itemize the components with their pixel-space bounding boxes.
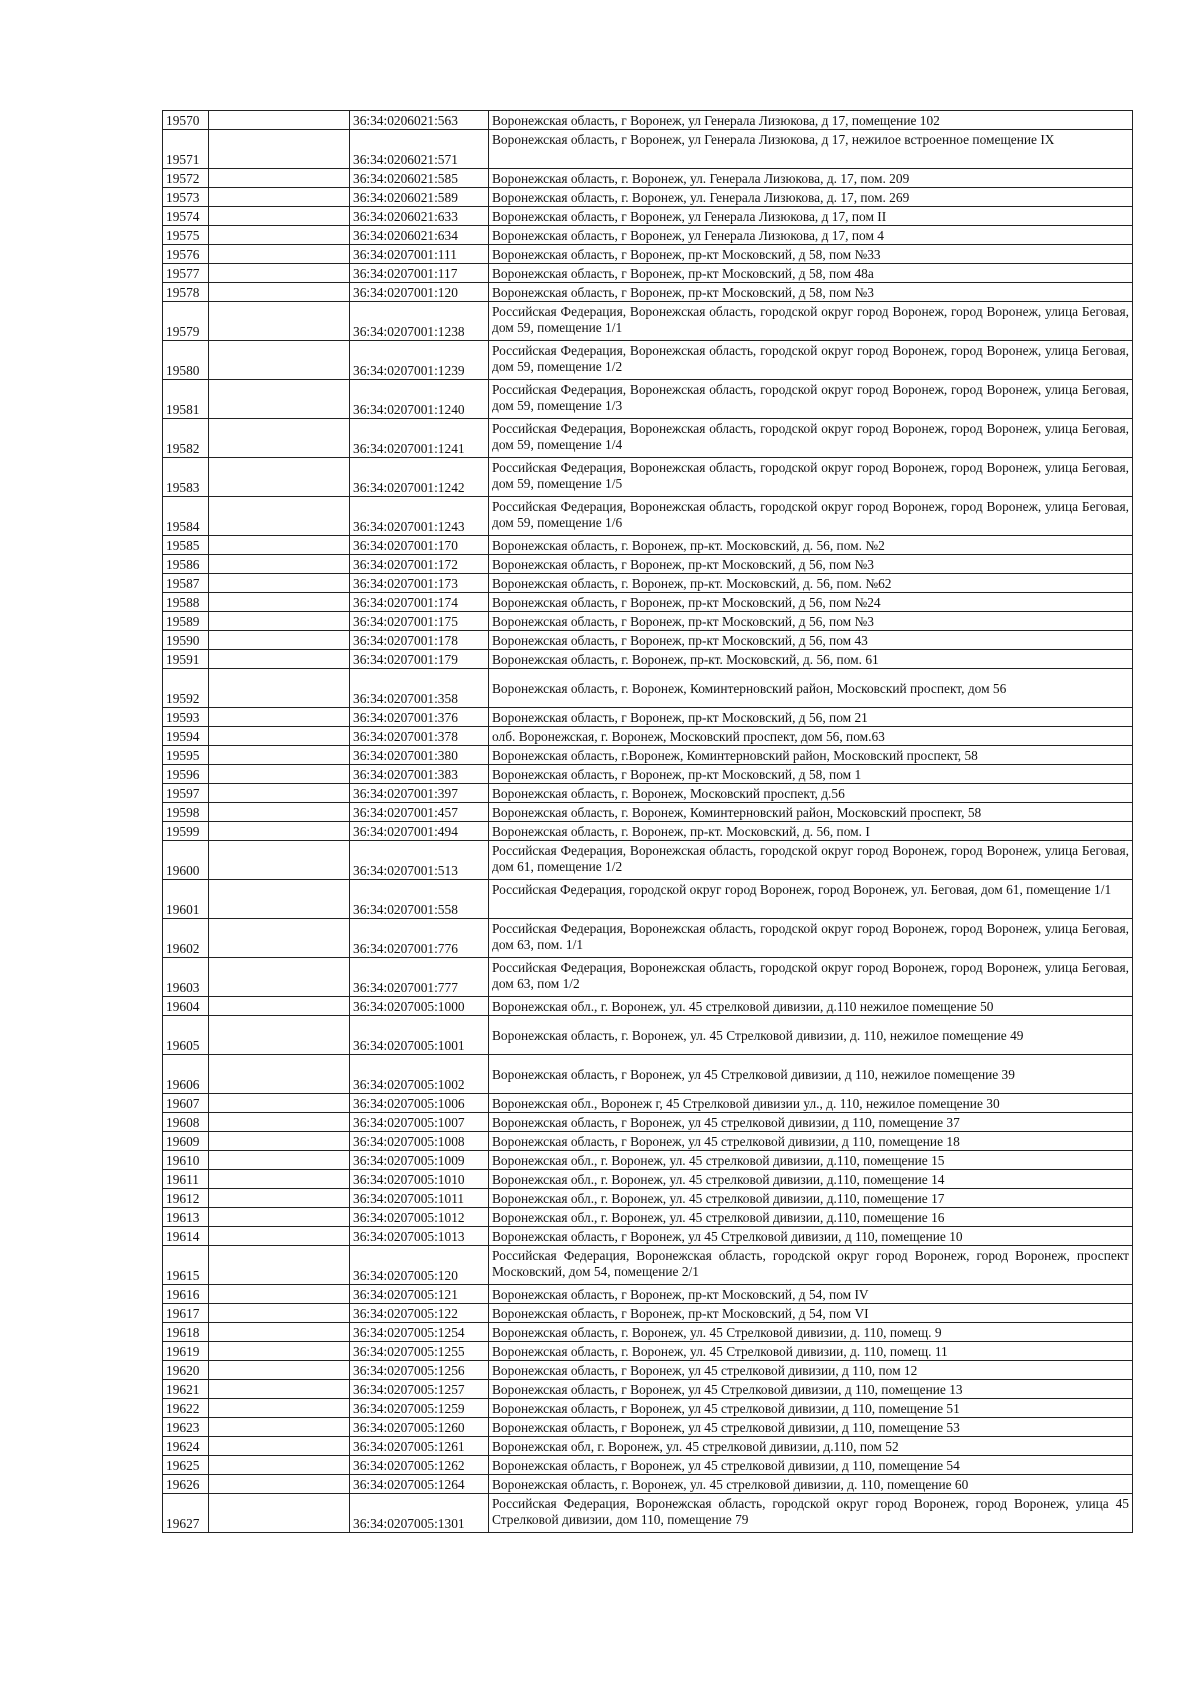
table-row — [163, 958, 1133, 997]
cadastral-number-cell: 36:34:0207005:1254 — [350, 1323, 489, 1342]
table-row — [163, 188, 1133, 207]
cadastral-number-cell: 36:34:0207005:1006 — [350, 1094, 489, 1113]
cadastral-number-cell: 36:34:0207001:397 — [350, 784, 489, 803]
row-number-cell: 19595 — [163, 746, 209, 765]
table-row — [163, 130, 1133, 169]
address-cell: Российская Федерация, Воронежская область, городской округ город Воронеж, город Воронеж, улица Беговая, дом 61, помещение 1/2 — [489, 841, 1133, 880]
cadastral-number-cell: 36:34:0207001:777 — [350, 958, 489, 997]
empty-cell — [209, 708, 350, 727]
address-cell: Воронежская область, г Воронеж, пр-кт Московский, д 58, пом №33 — [489, 245, 1133, 264]
address-cell: Воронежская область, г Воронеж, ул Генерала Лизюкова, д 17, пом 4 — [489, 226, 1133, 245]
address-cell: Воронежская область, г Воронеж, ул Генерала Лизюкова, д 17, нежилое встроенное помещение IX — [489, 130, 1133, 169]
empty-cell — [209, 919, 350, 958]
row-number-cell: 19572 — [163, 169, 209, 188]
row-number-cell: 19571 — [163, 130, 209, 169]
cadastral-number-cell: 36:34:0206021:585 — [350, 169, 489, 188]
address-cell: Воронежская область, г. Воронеж, ул. Генерала Лизюкова, д. 17, пом. 209 — [489, 169, 1133, 188]
cadastral-number-cell: 36:34:0207001:1238 — [350, 302, 489, 341]
address-cell: Российская Федерация, городской округ город Воронеж, город Воронеж, ул. Беговая, дом 61, помещение 1/1 — [489, 880, 1133, 919]
empty-cell — [209, 727, 350, 746]
empty-cell — [209, 264, 350, 283]
row-number-cell: 19576 — [163, 245, 209, 264]
row-number-cell: 19594 — [163, 727, 209, 746]
cadastral-number-cell: 36:34:0206021:563 — [350, 111, 489, 130]
table-row — [163, 1227, 1133, 1246]
address-cell: Российская Федерация, Воронежская область, городской округ город Воронеж, город Воронеж, улица Беговая, дом 63, пом 1/2 — [489, 958, 1133, 997]
empty-cell — [209, 1094, 350, 1113]
address-cell: Воронежская обл, г. Воронеж, ул. 45 стрелковой дивизии, д.110, пом 52 — [489, 1437, 1133, 1456]
empty-cell — [209, 612, 350, 631]
cadastral-number-cell: 36:34:0207001:358 — [350, 669, 489, 708]
row-number-cell: 19624 — [163, 1437, 209, 1456]
property-registry-table — [162, 110, 1133, 1533]
row-number-cell: 19574 — [163, 207, 209, 226]
empty-cell — [209, 536, 350, 555]
address-cell: Воронежская обл., г. Воронеж, ул. 45 стрелковой дивизии, д.110, помещение 17 — [489, 1189, 1133, 1208]
empty-cell — [209, 207, 350, 226]
table-row — [163, 1113, 1133, 1132]
empty-cell — [209, 111, 350, 130]
address-cell: Воронежская обл., г. Воронеж, ул. 45 стрелковой дивизии, д.110, помещение 16 — [489, 1208, 1133, 1227]
address-cell: Воронежская область, г. Воронеж, ул. 45 Стрелковой дивизии, д. 110, нежилое помещение 49 — [489, 1016, 1133, 1055]
table-row — [163, 1437, 1133, 1456]
empty-cell — [209, 497, 350, 536]
address-cell: Российская Федерация, Воронежская область, городской округ город Воронеж, город Воронеж, улица Беговая, дом 59, помещение 1/2 — [489, 341, 1133, 380]
cadastral-number-cell: 36:34:0207005:1013 — [350, 1227, 489, 1246]
row-number-cell: 19615 — [163, 1246, 209, 1285]
table-row — [163, 1323, 1133, 1342]
empty-cell — [209, 419, 350, 458]
empty-cell — [209, 1285, 350, 1304]
cadastral-number-cell: 36:34:0207005:122 — [350, 1304, 489, 1323]
empty-cell — [209, 822, 350, 841]
table-row — [163, 497, 1133, 536]
table-row — [163, 1151, 1133, 1170]
table-row — [163, 650, 1133, 669]
address-cell: Воронежская область, г Воронеж, пр-кт Московский, д 56, пом 21 — [489, 708, 1133, 727]
row-number-cell: 19613 — [163, 1208, 209, 1227]
table-row — [163, 1304, 1133, 1323]
row-number-cell: 19591 — [163, 650, 209, 669]
cadastral-number-cell: 36:34:0207005:120 — [350, 1246, 489, 1285]
table-row — [163, 245, 1133, 264]
table-row — [163, 1189, 1133, 1208]
table-row — [163, 708, 1133, 727]
empty-cell — [209, 130, 350, 169]
cadastral-number-cell: 36:34:0206021:634 — [350, 226, 489, 245]
address-cell: Воронежская область, г. Воронеж, ул. 45 Стрелковой дивизии, д. 110, помещ. 11 — [489, 1342, 1133, 1361]
address-cell: Воронежская область, г Воронеж, пр-кт Московский, д 58, пом 48а — [489, 264, 1133, 283]
table-row — [163, 264, 1133, 283]
empty-cell — [209, 803, 350, 822]
table-row — [163, 574, 1133, 593]
cadastral-number-cell: 36:34:0207001:175 — [350, 612, 489, 631]
table-row — [163, 880, 1133, 919]
address-cell: Российская Федерация, Воронежская область, городской округ город Воронеж, город Воронеж, улица Беговая, дом 59, помещение 1/6 — [489, 497, 1133, 536]
cadastral-number-cell: 36:34:0207005:1260 — [350, 1418, 489, 1437]
address-cell: Воронежская обл., г. Воронеж, ул. 45 стрелковой дивизии, д.110, помещение 15 — [489, 1151, 1133, 1170]
address-cell: Российская Федерация, Воронежская область, городской округ город Воронеж, город Воронеж, улица Беговая, дом 59, помещение 1/3 — [489, 380, 1133, 419]
empty-cell — [209, 302, 350, 341]
cadastral-number-cell: 36:34:0207001:378 — [350, 727, 489, 746]
address-cell: Российская Федерация, Воронежская область, городской округ город Воронеж, город Воронеж, улица Беговая, дом 59, помещение 1/1 — [489, 302, 1133, 341]
empty-cell — [209, 841, 350, 880]
cadastral-number-cell: 36:34:0207005:1012 — [350, 1208, 489, 1227]
table-row — [163, 1055, 1133, 1094]
row-number-cell: 19584 — [163, 497, 209, 536]
cadastral-number-cell: 36:34:0207001:457 — [350, 803, 489, 822]
address-cell: Воронежская область, г Воронеж, ул 45 Стрелковой дивизии, д 110, нежилое помещение 39 — [489, 1055, 1133, 1094]
address-cell: Воронежская обл., г. Воронеж, ул. 45 стрелковой дивизии, д.110, помещение 14 — [489, 1170, 1133, 1189]
table-row — [163, 302, 1133, 341]
table-row — [163, 458, 1133, 497]
empty-cell — [209, 1456, 350, 1475]
empty-cell — [209, 1055, 350, 1094]
row-number-cell: 19597 — [163, 784, 209, 803]
address-cell: Воронежская область, г Воронеж, пр-кт Московский, д 58, пом 1 — [489, 765, 1133, 784]
empty-cell — [209, 669, 350, 708]
address-cell: Воронежская область, г Воронеж, пр-кт Московский, д 56, пом №3 — [489, 612, 1133, 631]
row-number-cell: 19602 — [163, 919, 209, 958]
empty-cell — [209, 1304, 350, 1323]
table-row — [163, 536, 1133, 555]
empty-cell — [209, 997, 350, 1016]
empty-cell — [209, 1361, 350, 1380]
row-number-cell: 19616 — [163, 1285, 209, 1304]
table-row — [163, 1361, 1133, 1380]
row-number-cell: 19614 — [163, 1227, 209, 1246]
empty-cell — [209, 169, 350, 188]
cadastral-number-cell: 36:34:0207001:178 — [350, 631, 489, 650]
row-number-cell: 19593 — [163, 708, 209, 727]
cadastral-number-cell: 36:34:0207001:558 — [350, 880, 489, 919]
address-cell: Воронежская область, г. Воронеж, ул. Генерала Лизюкова, д. 17, пом. 269 — [489, 188, 1133, 207]
row-number-cell: 19626 — [163, 1475, 209, 1494]
table-row — [163, 419, 1133, 458]
row-number-cell: 19573 — [163, 188, 209, 207]
empty-cell — [209, 1208, 350, 1227]
row-number-cell: 19619 — [163, 1342, 209, 1361]
cadastral-number-cell: 36:34:0207001:1243 — [350, 497, 489, 536]
table-row — [163, 1456, 1133, 1475]
table-row — [163, 341, 1133, 380]
cadastral-number-cell: 36:34:0207001:1239 — [350, 341, 489, 380]
empty-cell — [209, 188, 350, 207]
row-number-cell: 19605 — [163, 1016, 209, 1055]
address-cell: Воронежская область, г Воронеж, пр-кт Московский, д 56, пом №24 — [489, 593, 1133, 612]
cadastral-number-cell: 36:34:0207005:1262 — [350, 1456, 489, 1475]
row-number-cell: 19575 — [163, 226, 209, 245]
table-row — [163, 593, 1133, 612]
row-number-cell: 19592 — [163, 669, 209, 708]
address-cell: Воронежская область, г. Воронеж, пр-кт. Московский, д. 56, пом. I — [489, 822, 1133, 841]
empty-cell — [209, 1342, 350, 1361]
cadastral-number-cell: 36:34:0207001:111 — [350, 245, 489, 264]
empty-cell — [209, 1227, 350, 1246]
cadastral-number-cell: 36:34:0207001:494 — [350, 822, 489, 841]
cadastral-number-cell: 36:34:0207005:1259 — [350, 1399, 489, 1418]
address-cell: Воронежская обл., Воронеж г, 45 Стрелковой дивизии ул., д. 110, нежилое помещение 30 — [489, 1094, 1133, 1113]
row-number-cell: 19590 — [163, 631, 209, 650]
address-cell: Российская Федерация, Воронежская область, городской округ город Воронеж, город Воронеж, улица Беговая, дом 59, помещение 1/5 — [489, 458, 1133, 497]
empty-cell — [209, 1170, 350, 1189]
row-number-cell: 19603 — [163, 958, 209, 997]
row-number-cell: 19581 — [163, 380, 209, 419]
row-number-cell: 19577 — [163, 264, 209, 283]
empty-cell — [209, 574, 350, 593]
cadastral-number-cell: 36:34:0207001:776 — [350, 919, 489, 958]
address-cell: Воронежская область, г. Воронеж, ул. 45 Стрелковой дивизии, д. 110, помещ. 9 — [489, 1323, 1133, 1342]
table-row — [163, 1342, 1133, 1361]
row-number-cell: 19618 — [163, 1323, 209, 1342]
cadastral-number-cell: 36:34:0206021:571 — [350, 130, 489, 169]
empty-cell — [209, 593, 350, 612]
table-row — [163, 1016, 1133, 1055]
cadastral-number-cell: 36:34:0207005:1007 — [350, 1113, 489, 1132]
empty-cell — [209, 1475, 350, 1494]
row-number-cell: 19623 — [163, 1418, 209, 1437]
cadastral-number-cell: 36:34:0207005:1256 — [350, 1361, 489, 1380]
cadastral-number-cell: 36:34:0207001:170 — [350, 536, 489, 555]
cadastral-number-cell: 36:34:0207005:1008 — [350, 1132, 489, 1151]
table-row — [163, 803, 1133, 822]
address-cell: Воронежская область, г Воронеж, ул Генерала Лизюкова, д 17, помещение 102 — [489, 111, 1133, 130]
table-row — [163, 380, 1133, 419]
row-number-cell: 19570 — [163, 111, 209, 130]
cadastral-number-cell: 36:34:0207001:117 — [350, 264, 489, 283]
row-number-cell: 19622 — [163, 1399, 209, 1418]
address-cell: Воронежская область, г Воронеж, пр-кт Московский, д 56, пом 43 — [489, 631, 1133, 650]
address-cell: Воронежская область, г Воронеж, пр-кт Московский, д 56, пом №3 — [489, 555, 1133, 574]
table-row — [163, 631, 1133, 650]
row-number-cell: 19604 — [163, 997, 209, 1016]
row-number-cell: 19617 — [163, 1304, 209, 1323]
address-cell: Российская Федерация, Воронежская область, городской округ город Воронеж, город Воронеж, улица Беговая, дом 59, помещение 1/4 — [489, 419, 1133, 458]
table-row — [163, 1418, 1133, 1437]
table-row — [163, 1475, 1133, 1494]
row-number-cell: 19583 — [163, 458, 209, 497]
cadastral-number-cell: 36:34:0207005:1009 — [350, 1151, 489, 1170]
empty-cell — [209, 1380, 350, 1399]
row-number-cell: 19588 — [163, 593, 209, 612]
address-cell: Российская Федерация, Воронежская область, городской округ город Воронеж, город Воронеж, улица 45 Стрелковой дивизии, дом 110, помещение 79 — [489, 1494, 1133, 1533]
address-cell: Воронежская область, г Воронеж, ул 45 стрелковой дивизии, д 110, помещение 18 — [489, 1132, 1133, 1151]
empty-cell — [209, 245, 350, 264]
address-cell: Воронежская область, г Воронеж, ул 45 стрелковой дивизии, д 110, помещение 53 — [489, 1418, 1133, 1437]
row-number-cell: 19621 — [163, 1380, 209, 1399]
row-number-cell: 19601 — [163, 880, 209, 919]
cadastral-number-cell: 36:34:0207001:1241 — [350, 419, 489, 458]
table-row — [163, 1208, 1133, 1227]
cadastral-number-cell: 36:34:0207005:1001 — [350, 1016, 489, 1055]
row-number-cell: 19611 — [163, 1170, 209, 1189]
address-cell: Воронежская область, г. Воронеж, пр-кт. Московский, д. 56, пом. №62 — [489, 574, 1133, 593]
table-row — [163, 1094, 1133, 1113]
table-row — [163, 765, 1133, 784]
cadastral-number-cell: 36:34:0207005:1264 — [350, 1475, 489, 1494]
empty-cell — [209, 765, 350, 784]
cadastral-number-cell: 36:34:0206021:589 — [350, 188, 489, 207]
table-row — [163, 841, 1133, 880]
table-row — [163, 283, 1133, 302]
table-row — [163, 1494, 1133, 1533]
cadastral-number-cell: 36:34:0207001:513 — [350, 841, 489, 880]
empty-cell — [209, 784, 350, 803]
cadastral-number-cell: 36:34:0207001:172 — [350, 555, 489, 574]
empty-cell — [209, 958, 350, 997]
address-cell: Воронежская обл., г. Воронеж, ул. 45 стрелковой дивизии, д.110 нежилое помещение 50 — [489, 997, 1133, 1016]
cadastral-number-cell: 36:34:0207001:383 — [350, 765, 489, 784]
address-cell: Воронежская область, г. Воронеж, пр-кт. Московский, д. 56, пом. №2 — [489, 536, 1133, 555]
cadastral-number-cell: 36:34:0207001:174 — [350, 593, 489, 612]
row-number-cell: 19606 — [163, 1055, 209, 1094]
empty-cell — [209, 746, 350, 765]
table-row — [163, 746, 1133, 765]
empty-cell — [209, 1189, 350, 1208]
address-cell: Воронежская область, г. Воронеж, Московский проспект, д.56 — [489, 784, 1133, 803]
row-number-cell: 19612 — [163, 1189, 209, 1208]
cadastral-number-cell: 36:34:0207001:380 — [350, 746, 489, 765]
table-row — [163, 111, 1133, 130]
cadastral-number-cell: 36:34:0207001:376 — [350, 708, 489, 727]
cadastral-number-cell: 36:34:0207005:1301 — [350, 1494, 489, 1533]
empty-cell — [209, 1016, 350, 1055]
empty-cell — [209, 1494, 350, 1533]
row-number-cell: 19608 — [163, 1113, 209, 1132]
cadastral-number-cell: 36:34:0207001:173 — [350, 574, 489, 593]
row-number-cell: 19579 — [163, 302, 209, 341]
address-cell: Воронежская область, г.Воронеж, Коминтерновский район, Московский проспект, 58 — [489, 746, 1133, 765]
empty-cell — [209, 226, 350, 245]
address-cell: Воронежская область, г Воронеж, ул 45 стрелковой дивизии, д 110, пом 12 — [489, 1361, 1133, 1380]
empty-cell — [209, 1246, 350, 1285]
address-cell: Воронежская область, г Воронеж, ул 45 стрелковой дивизии, д 110, помещение 54 — [489, 1456, 1133, 1475]
address-cell: Воронежская область, г Воронеж, ул 45 стрелковой дивизии, д 110, помещение 37 — [489, 1113, 1133, 1132]
address-cell: Воронежская область, г Воронеж, ул Генерала Лизюкова, д 17, пом II — [489, 207, 1133, 226]
address-cell: Воронежская область, г Воронеж, пр-кт Московский, д 54, пом IV — [489, 1285, 1133, 1304]
empty-cell — [209, 341, 350, 380]
row-number-cell: 19578 — [163, 283, 209, 302]
empty-cell — [209, 1437, 350, 1456]
cadastral-number-cell: 36:34:0207005:1255 — [350, 1342, 489, 1361]
empty-cell — [209, 283, 350, 302]
row-number-cell: 19580 — [163, 341, 209, 380]
cadastral-number-cell: 36:34:0207005:121 — [350, 1285, 489, 1304]
empty-cell — [209, 1399, 350, 1418]
table-row — [163, 612, 1133, 631]
row-number-cell: 19627 — [163, 1494, 209, 1533]
table-row — [163, 997, 1133, 1016]
address-cell: Воронежская область, г. Воронеж, ул. 45 стрелковой дивизии, д. 110, помещение 60 — [489, 1475, 1133, 1494]
row-number-cell: 19589 — [163, 612, 209, 631]
address-cell: Воронежская область, г Воронеж, ул 45 Стрелковой дивизии, д 110, помещение 10 — [489, 1227, 1133, 1246]
empty-cell — [209, 631, 350, 650]
row-number-cell: 19587 — [163, 574, 209, 593]
address-cell: Воронежская область, г. Воронеж, Коминтерновский район, Московский проспект, 58 — [489, 803, 1133, 822]
address-cell: Воронежская область, г. Воронеж, пр-кт. Московский, д. 56, пом. 61 — [489, 650, 1133, 669]
empty-cell — [209, 1151, 350, 1170]
address-cell: Воронежская область, г Воронеж, пр-кт Московский, д 58, пом №3 — [489, 283, 1133, 302]
table-row — [163, 226, 1133, 245]
cadastral-number-cell: 36:34:0207005:1261 — [350, 1437, 489, 1456]
empty-cell — [209, 1323, 350, 1342]
row-number-cell: 19582 — [163, 419, 209, 458]
cadastral-number-cell: 36:34:0206021:633 — [350, 207, 489, 226]
table-row — [163, 1285, 1133, 1304]
table-row — [163, 822, 1133, 841]
address-cell: Российская Федерация, Воронежская область, городской округ город Воронеж, город Воронеж, проспект Московский, дом 54, помещение 2/1 — [489, 1246, 1133, 1285]
empty-cell — [209, 880, 350, 919]
table-row — [163, 727, 1133, 746]
empty-cell — [209, 458, 350, 497]
table-row — [163, 1132, 1133, 1151]
table-row — [163, 1380, 1133, 1399]
cadastral-number-cell: 36:34:0207001:120 — [350, 283, 489, 302]
row-number-cell: 19596 — [163, 765, 209, 784]
table-row — [163, 169, 1133, 188]
table-body — [163, 111, 1133, 1533]
cadastral-number-cell: 36:34:0207005:1257 — [350, 1380, 489, 1399]
table-row — [163, 1399, 1133, 1418]
table-row — [163, 555, 1133, 574]
row-number-cell: 19607 — [163, 1094, 209, 1113]
row-number-cell: 19598 — [163, 803, 209, 822]
cadastral-number-cell: 36:34:0207001:1240 — [350, 380, 489, 419]
empty-cell — [209, 1113, 350, 1132]
table-row — [163, 919, 1133, 958]
table-row — [163, 784, 1133, 803]
address-cell: Воронежская область, г Воронеж, ул 45 стрелковой дивизии, д 110, помещение 51 — [489, 1399, 1133, 1418]
row-number-cell: 19610 — [163, 1151, 209, 1170]
table-row — [163, 669, 1133, 708]
cadastral-number-cell: 36:34:0207001:179 — [350, 650, 489, 669]
cadastral-number-cell: 36:34:0207005:1011 — [350, 1189, 489, 1208]
table-row — [163, 1170, 1133, 1189]
table-row — [163, 207, 1133, 226]
row-number-cell: 19620 — [163, 1361, 209, 1380]
empty-cell — [209, 1418, 350, 1437]
row-number-cell: 19625 — [163, 1456, 209, 1475]
address-cell: олб. Воронежская, г. Воронеж, Московский проспект, дом 56, пом.63 — [489, 727, 1133, 746]
row-number-cell: 19585 — [163, 536, 209, 555]
address-cell: Воронежская область, г Воронеж, пр-кт Московский, д 54, пом VI — [489, 1304, 1133, 1323]
cadastral-number-cell: 36:34:0207001:1242 — [350, 458, 489, 497]
address-cell: Российская Федерация, Воронежская область, городской округ город Воронеж, город Воронеж, улица Беговая, дом 63, пом. 1/1 — [489, 919, 1133, 958]
table-row — [163, 1246, 1133, 1285]
cadastral-number-cell: 36:34:0207005:1000 — [350, 997, 489, 1016]
empty-cell — [209, 555, 350, 574]
empty-cell — [209, 380, 350, 419]
row-number-cell: 19586 — [163, 555, 209, 574]
address-cell: Воронежская область, г. Воронеж, Коминтерновский район, Московский проспект, дом 56 — [489, 669, 1133, 708]
row-number-cell: 19599 — [163, 822, 209, 841]
row-number-cell: 19609 — [163, 1132, 209, 1151]
address-cell: Воронежская область, г Воронеж, ул 45 Стрелковой дивизии, д 110, помещение 13 — [489, 1380, 1133, 1399]
empty-cell — [209, 650, 350, 669]
row-number-cell: 19600 — [163, 841, 209, 880]
empty-cell — [209, 1132, 350, 1151]
cadastral-number-cell: 36:34:0207005:1002 — [350, 1055, 489, 1094]
cadastral-number-cell: 36:34:0207005:1010 — [350, 1170, 489, 1189]
